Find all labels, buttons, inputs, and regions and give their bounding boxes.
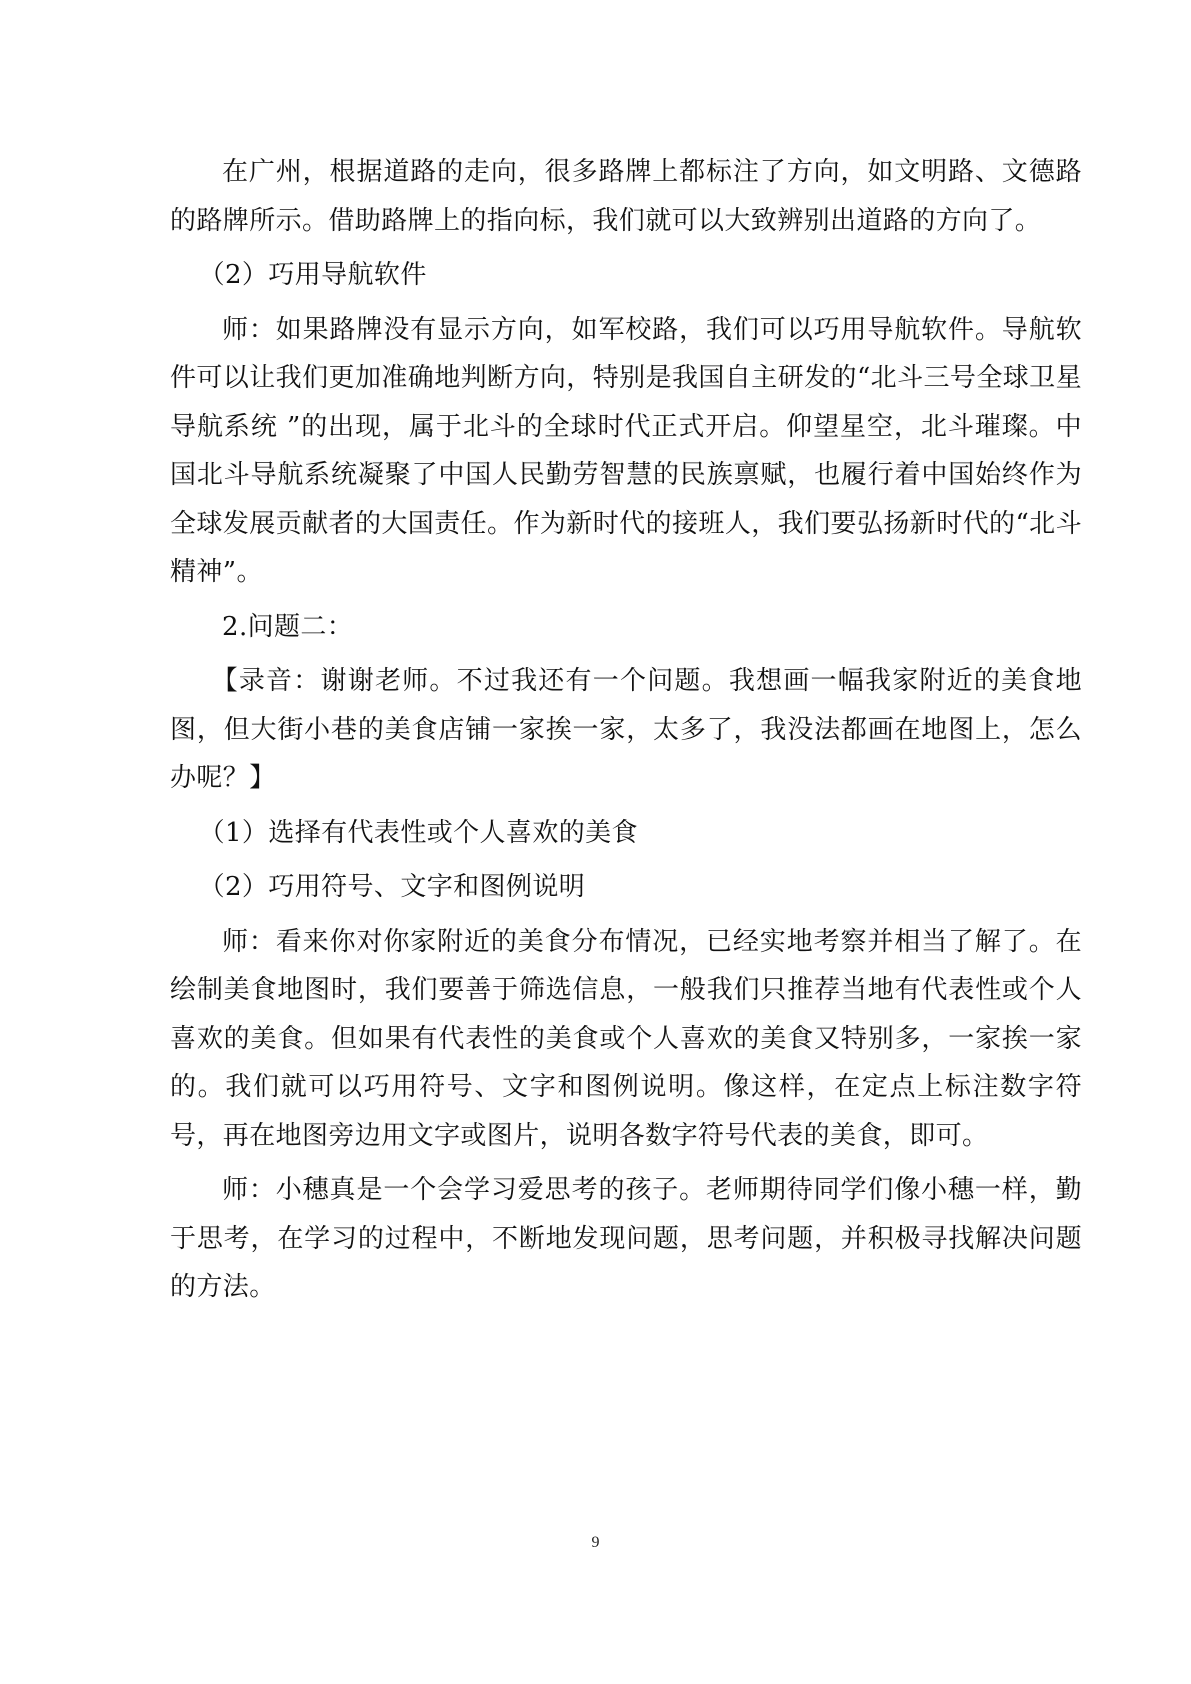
paragraph-conclusion: 师：小穗真是一个会学习爱思考的孩子。老师期待同学们像小穗一样，勤于思考，在学习的过程中，不断地发现问题，思考问题，并积极寻找解决问题的方法。 — [170, 1175, 1082, 1302]
list-item-symbols-legend: （2）巧用符号、文字和图例说明 — [198, 872, 586, 902]
question-two-heading: 2.问题二： — [222, 611, 354, 642]
recording-quote: 【录音：谢谢老师。不过我还有一个问题。我想画一幅我家附近的美食地图，但大街小巷的美食店铺一家挨一家，太多了，我没法都画在地图上，怎么办呢？】 — [170, 666, 1082, 793]
document-body — [170, 148, 1082, 1312]
paragraph-beidou: 师：如果路牌没有显示方向，如军校路，我们可以巧用导航软件。导航软件可以让我们更加准确地判断方向，特别是我国自主研发的“北斗三号全球卫星导航系统 ”的出现，属于北斗的全球时代正式开启。仰望星空，北斗璀璨。中国北斗导航系统凝聚了中国人民勤劳智慧的民族禀赋，也履行着中国始终作为全球发展贡献者的大国责任。作为新时代的接班人，我们要弘扬新时代的“北斗精神”。 — [170, 314, 1082, 587]
paragraph-road-signs: 在广州，根据道路的走向，很多路牌上都标注了方向，如文明路、文德路的路牌所示。借助路牌上的指向标，我们就可以大致辨别出道路的方向了。 — [170, 157, 1082, 236]
paragraph-food-map: 师：看来你对你家附近的美食分布情况，已经实地考察并相当了解了。在绘制美食地图时，我们要善于筛选信息，一般我们只推荐当地有代表性或个人喜欢的美食。但如果有代表性的美食或个人喜欢的美食又特别多，一家挨一家的。我们就可以巧用符号、文字和图例说明。像这样，在定点上标注数字符号，再在地图旁边用文字或图片，说明各数字符号代表的美食，即可。 — [170, 926, 1082, 1151]
list-item-representative-food: （1）选择有代表性或个人喜欢的美食 — [198, 817, 638, 848]
page-number: 9 — [591, 1534, 600, 1551]
list-item-navigation-software: （2）巧用导航软件 — [198, 260, 427, 290]
